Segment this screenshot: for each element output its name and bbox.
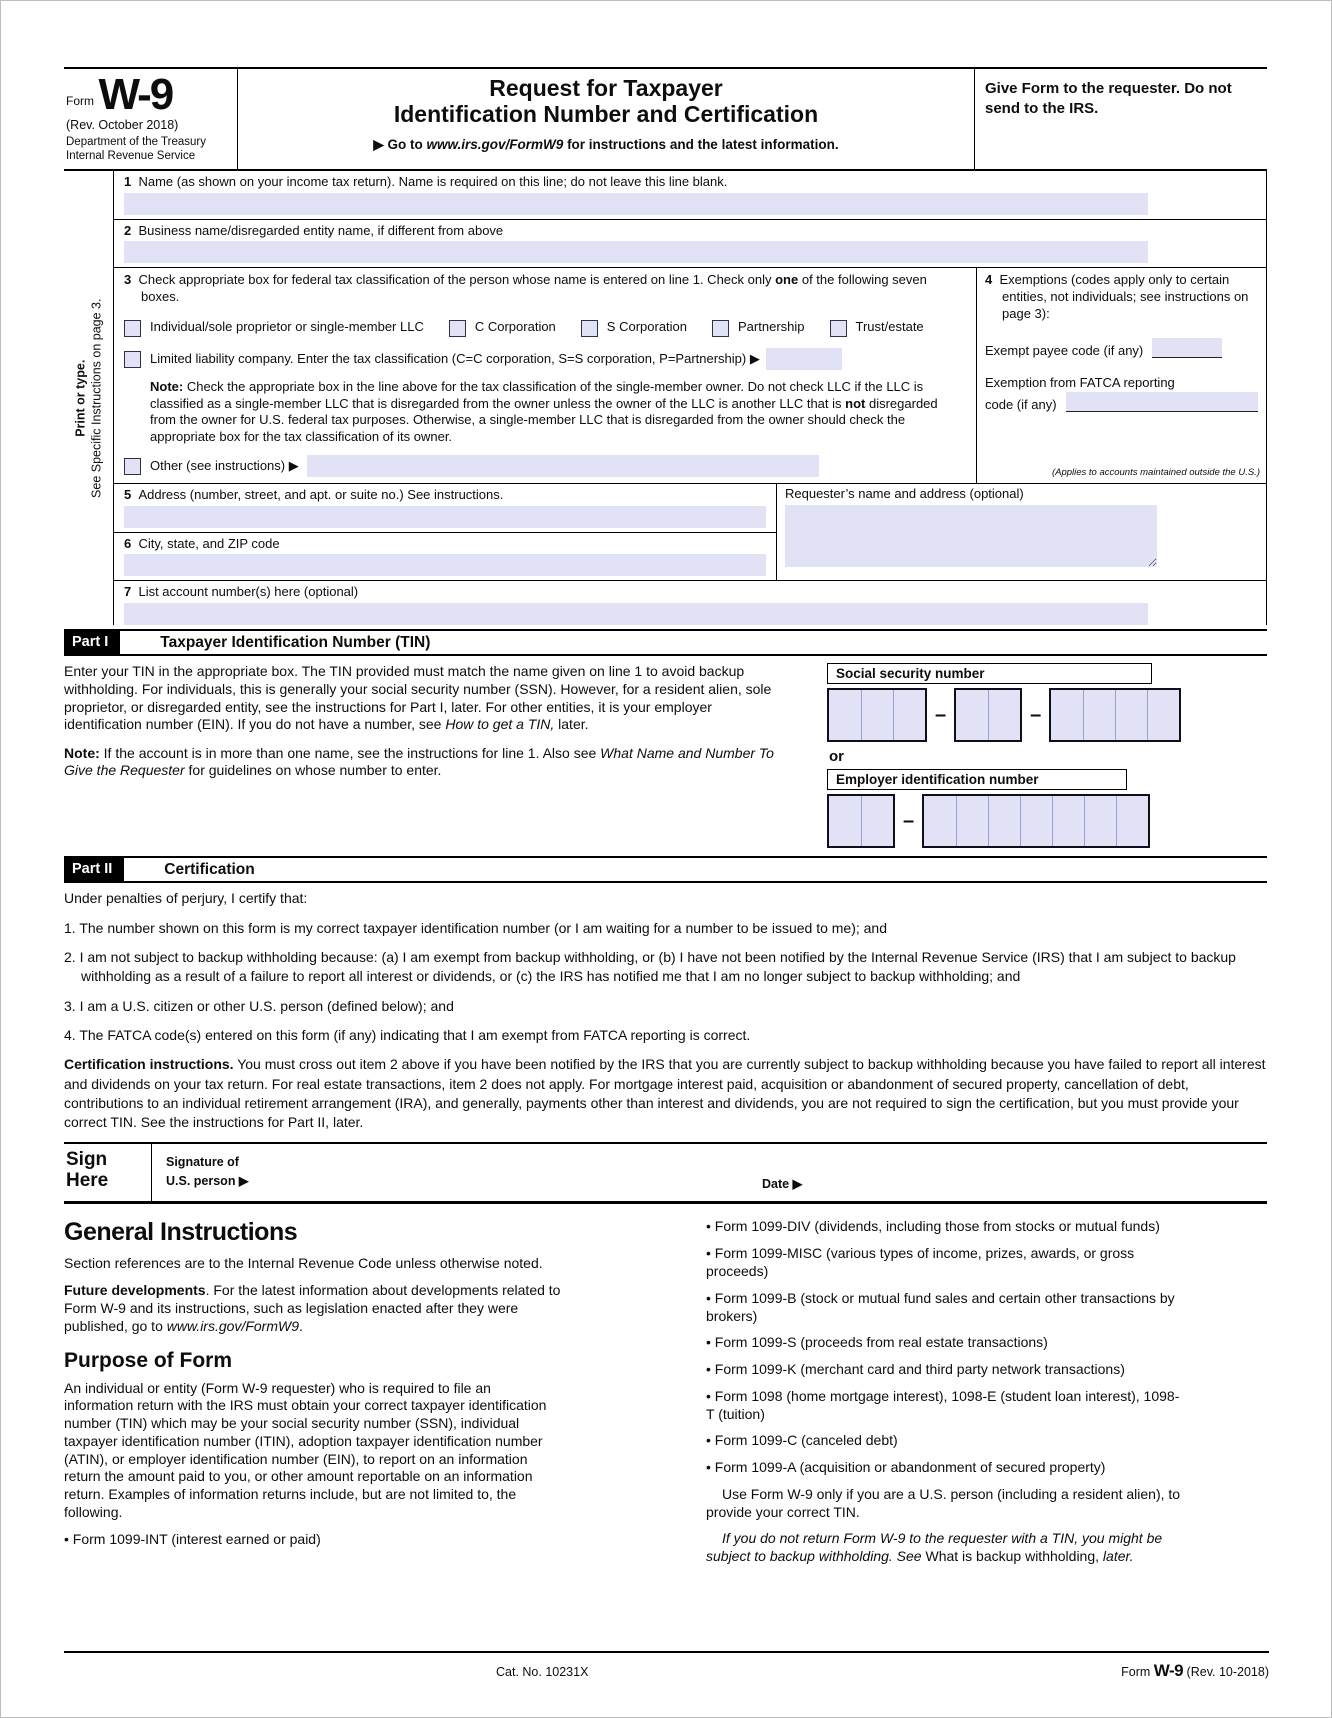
name-input[interactable] bbox=[124, 193, 1148, 215]
here-word: Here bbox=[66, 1170, 109, 1192]
line2-text: Business name/disregarded entity name, if different from above bbox=[138, 222, 504, 238]
line6-label bbox=[114, 533, 776, 553]
ssn-group-2 bbox=[954, 688, 1022, 742]
ssn-digit-box[interactable] bbox=[1083, 690, 1115, 740]
ssn-row bbox=[827, 688, 1267, 742]
tax-class-option bbox=[449, 319, 556, 337]
tax-class-label: C Corporation bbox=[474, 319, 556, 335]
line2-row bbox=[114, 220, 1266, 269]
ein-group-1 bbox=[827, 794, 895, 848]
line5-row bbox=[114, 484, 776, 533]
llc-note-lead: Note: bbox=[150, 379, 184, 395]
line3-line4-row bbox=[114, 268, 1266, 483]
part1-note-pre: If the account is in more than one name, see the instructions for line 1. Also see bbox=[99, 744, 601, 761]
line1-label bbox=[114, 171, 1266, 191]
department: Department of the Treasury bbox=[66, 135, 206, 148]
ein-digit-box[interactable] bbox=[861, 796, 893, 846]
line2-number: 2 bbox=[124, 222, 132, 238]
part1-text bbox=[64, 663, 774, 848]
line3-text-bold: one bbox=[775, 272, 799, 288]
form-number-line bbox=[66, 70, 231, 119]
form-header bbox=[64, 67, 1267, 171]
certification-item: 2. I am not subject to backup withholding because: (a) I am exempt from backup withholding, or (b) I have not been notified by the Internal Revenue Service (IRS) that I am subject to backup withholding as a result of a failure to report all interest or dividends, or (c) the IRS has notified me that I am no longer subject to backup withholding; and bbox=[64, 948, 1236, 985]
line1-row bbox=[114, 171, 1266, 220]
backup-withholding-note bbox=[706, 1530, 1181, 1566]
ein-digit-box[interactable] bbox=[956, 796, 988, 846]
part1-bar bbox=[64, 629, 1267, 656]
tax-class-checkbox[interactable] bbox=[712, 320, 729, 337]
line4-cell bbox=[977, 268, 1266, 482]
fatca-label-line1: Exemption from FATCA reporting bbox=[985, 375, 1175, 391]
ein-digit-box[interactable] bbox=[988, 796, 1020, 846]
part2-title: Certification bbox=[164, 861, 255, 879]
other-label: Other (see instructions) ▶ bbox=[150, 457, 299, 473]
ssn-digit-box[interactable] bbox=[893, 690, 925, 740]
ssn-digit-box[interactable] bbox=[1051, 690, 1083, 740]
llc-note-p2: disregarded from the owner for U.S. federal tax purposes. Otherwise, a single-member LLC that is disregarded from the owner should check the appropriate box for the tax classification of its owner. bbox=[150, 395, 938, 445]
part1-note-post: for guidelines on whose number to enter. bbox=[184, 762, 442, 779]
llc-note-bold: not bbox=[845, 395, 866, 411]
requester-label: Requester’s name and address (optional) bbox=[785, 485, 1024, 501]
form-title-line2: Identification Number and Certification bbox=[393, 100, 819, 127]
tax-class-checkbox[interactable] bbox=[830, 320, 847, 337]
side-note-strip bbox=[64, 171, 113, 626]
or-label: or bbox=[829, 748, 844, 766]
part1-note-italic: What Name and Number To Give the Requester bbox=[64, 744, 774, 779]
tax-class-option bbox=[124, 319, 424, 337]
part1-chip: Part I bbox=[64, 631, 120, 654]
part1-body bbox=[64, 656, 1267, 856]
tax-class-option bbox=[581, 319, 687, 337]
footer-revision: (Rev. 10-2018) bbox=[1183, 1665, 1269, 1679]
general-instructions-heading: General Instructions bbox=[64, 1218, 298, 1247]
ssn-label-box: Social security number bbox=[827, 663, 1152, 684]
form-bullet: • Form 1099-A (acquisition or abandonment of secured property) bbox=[706, 1459, 1106, 1476]
line3-text-post: of the following seven boxes. bbox=[141, 272, 927, 305]
tax-class-label: Trust/estate bbox=[855, 319, 924, 335]
line5-text: Address (number, street, and apt. or suite no.) See instructions. bbox=[138, 486, 504, 502]
line4-text: Exemptions (codes apply only to certain entities, not individuals; see instructions on page 3): bbox=[999, 272, 1249, 322]
business-name-input[interactable] bbox=[124, 241, 1148, 263]
line2-label bbox=[114, 220, 1266, 240]
address-cells bbox=[114, 484, 777, 581]
future-developments-url: www.irs.gov/FormW9 bbox=[166, 1317, 299, 1334]
exempt-payee-input[interactable] bbox=[1152, 338, 1222, 358]
part1-p1-pre: Enter your TIN in the appropriate box. The TIN provided must match the name given on line 1 to avoid backup withholding. For individuals, this is generally your social security number (SSN). However, for a resident alien, sole proprietor, or disregarded entity, see the instructions for Part I, later. For other entities, it is your employer identification number (EIN). If you do not have a number, see bbox=[64, 663, 772, 733]
address-input[interactable] bbox=[124, 506, 766, 528]
form-bullet: • Form 1099-INT (interest earned or paid) bbox=[64, 1530, 321, 1547]
tax-class-checkbox[interactable] bbox=[449, 320, 466, 337]
fatca-code-input[interactable] bbox=[1066, 392, 1258, 412]
side-note-rest: See Specific Instructions on page 3. bbox=[89, 298, 104, 498]
ssn-digit-box[interactable] bbox=[1147, 690, 1179, 740]
ssn-digit-box[interactable] bbox=[1115, 690, 1147, 740]
department-line bbox=[66, 135, 231, 163]
ein-digit-box[interactable] bbox=[1020, 796, 1052, 846]
part1-note bbox=[64, 745, 774, 780]
line7-row bbox=[114, 581, 1266, 625]
future-developments-post: . bbox=[298, 1317, 303, 1334]
gi-left-bullets bbox=[64, 1531, 564, 1549]
line7-label bbox=[114, 581, 1266, 601]
signature-label-line2: U.S. person ▶ bbox=[166, 1174, 249, 1189]
llc-checkbox[interactable] bbox=[124, 351, 141, 368]
form-revision: (Rev. October 2018) bbox=[66, 117, 179, 132]
ssn-dash: – bbox=[935, 703, 947, 726]
ssn-dash: – bbox=[1030, 703, 1042, 726]
form-title-block bbox=[238, 69, 974, 169]
goto-line bbox=[246, 137, 966, 153]
gi-right-column bbox=[706, 1218, 1181, 1574]
certification-instructions bbox=[64, 1055, 1267, 1132]
part1-p1-italic: How to get a TIN, bbox=[445, 716, 555, 733]
goto-pre: ▶ Go to bbox=[373, 136, 427, 152]
date-label: Date ▶ bbox=[762, 1177, 803, 1192]
gi-p1: Section references are to the Internal Revenue Code unless otherwise noted. bbox=[64, 1255, 543, 1272]
footer-form-id bbox=[1121, 1661, 1269, 1681]
backup-note-roman: What is backup withholding, bbox=[925, 1548, 1100, 1565]
tax-class-option bbox=[830, 319, 924, 337]
certification-instructions-lead: Certification instructions. bbox=[64, 1056, 234, 1073]
footer-form-number: W-9 bbox=[1153, 1661, 1184, 1680]
ssn-digit-box[interactable] bbox=[988, 690, 1020, 740]
form-bullet: • Form 1099-MISC (various types of income, prizes, awards, or gross proceeds) bbox=[706, 1245, 1135, 1280]
line6-text: City, state, and ZIP code bbox=[138, 535, 280, 551]
part1-note-lead: Note: bbox=[64, 744, 100, 761]
sign-here-label bbox=[64, 1144, 152, 1201]
part2-body bbox=[64, 883, 1267, 1132]
purpose-of-form-heading: Purpose of Form bbox=[64, 1348, 233, 1372]
ein-group-2 bbox=[922, 794, 1150, 848]
part1-title: Taxpayer Identification Number (TIN) bbox=[160, 634, 431, 652]
applies-note: (Applies to accounts maintained outside the U.S.) bbox=[1051, 466, 1260, 478]
fatca-label-line2: code (if any) bbox=[985, 397, 1057, 413]
ein-row bbox=[827, 794, 1267, 848]
other-input[interactable] bbox=[307, 455, 819, 477]
ssn-digit-box[interactable] bbox=[829, 690, 861, 740]
line5-line6-row bbox=[114, 484, 1266, 582]
part1-p1-post: later. bbox=[554, 716, 589, 733]
ssn-group-3 bbox=[1049, 688, 1181, 742]
certification-item: 1. The number shown on this form is my correct taxpayer identification number (or I am waiting for a number to be issued to me); and bbox=[64, 919, 888, 936]
future-developments-lead: Future developments bbox=[64, 1282, 206, 1299]
line5-label bbox=[114, 484, 776, 504]
general-instructions bbox=[64, 1204, 1267, 1574]
account-numbers-input[interactable] bbox=[124, 603, 1148, 625]
goto-post: for instructions and the latest information. bbox=[563, 136, 839, 152]
gi-left-column bbox=[64, 1218, 564, 1574]
give-form-note: Give Form to the requester. Do not send to the IRS. bbox=[974, 69, 1267, 169]
ein-digit-box[interactable] bbox=[1116, 796, 1148, 846]
llc-classification-input[interactable] bbox=[766, 348, 842, 370]
sign-section bbox=[64, 1142, 1267, 1204]
ein-digit-box[interactable] bbox=[1084, 796, 1116, 846]
line6-row bbox=[114, 533, 776, 577]
other-checkbox[interactable] bbox=[124, 458, 141, 475]
part2-section bbox=[64, 856, 1267, 1132]
line3-number: 3 bbox=[124, 272, 132, 288]
llc-note-p1: Check the appropriate box in the line above for the tax classification of the single-member owner. Do not check LLC if the LLC is classified as a single-member LLC that is disregarded from the owner unless the owner of the LLC is another LLC that is bbox=[150, 379, 924, 411]
form-bullet: • Form 1099-K (merchant card and third party network transactions) bbox=[706, 1361, 1125, 1378]
line6-number: 6 bbox=[124, 535, 132, 551]
line3-cell bbox=[114, 268, 977, 482]
certification-items bbox=[64, 919, 1267, 1046]
gi-right-bullets bbox=[706, 1218, 1181, 1476]
ein-digit-box[interactable] bbox=[829, 796, 861, 846]
requester-cell bbox=[777, 484, 1266, 581]
other-row bbox=[124, 455, 966, 477]
line3-label bbox=[124, 272, 966, 306]
line4-number: 4 bbox=[985, 272, 993, 288]
line5-number: 5 bbox=[124, 486, 132, 502]
fatca-line2 bbox=[985, 392, 1258, 412]
city-state-zip-input[interactable] bbox=[124, 554, 766, 576]
tax-class-option bbox=[712, 319, 804, 337]
ein-dash: – bbox=[903, 809, 915, 832]
ssn-group-1 bbox=[827, 688, 927, 742]
part2-chip: Part II bbox=[64, 858, 124, 881]
ein-digit-box[interactable] bbox=[1052, 796, 1084, 846]
sign-word: Sign bbox=[66, 1149, 108, 1171]
tax-class-label: Individual/sole proprietor or single-member LLC bbox=[150, 319, 424, 335]
certification-item: 3. I am a U.S. citizen or other U.S. person (defined below); and bbox=[64, 997, 454, 1014]
service: Internal Revenue Service bbox=[66, 149, 196, 162]
form-id-block bbox=[64, 69, 238, 169]
part2-bar bbox=[64, 856, 1267, 883]
identification-table-wrap bbox=[73, 171, 1267, 626]
form-bullet: • Form 1099-DIV (dividends, including those from stocks or mutual funds) bbox=[706, 1218, 1160, 1235]
form-word: Form bbox=[66, 94, 94, 108]
side-note-bold: Print or type. bbox=[73, 359, 88, 437]
catalog-number: Cat. No. 10231X bbox=[496, 1665, 589, 1679]
certification-item: 4. The FATCA code(s) entered on this form (if any) indicating that I am exempt from FATCA reporting is correct. bbox=[64, 1026, 751, 1043]
llc-note bbox=[150, 379, 966, 446]
backup-note-post: later. bbox=[1099, 1548, 1134, 1565]
purpose-paragraph: An individual or entity (Form W-9 requester) who is required to file an information return with the IRS must obtain your correct taxpayer identification number (TIN) which may be your social security number (SSN), individual taxpayer identification number (ITIN), adoption taxpayer identification number (ATIN), or employer identification number (EIN), to report on an information return the amount paid to you, or other amount reportable on an information return. Examples of information returns include, but are not limited to, the following. bbox=[64, 1379, 547, 1520]
certification-instructions-text: You must cross out item 2 above if you have been notified by the IRS that you are currently subject to backup withholding because you have failed to report all interest and dividends on your tax return. For real estate transactions, item 2 does not apply. For mortgage interest paid, acquisition or abandonment of secured property, cancellation of debt, contributions to an individual retirement arrangement (IRA), and generally, payments other than interest and dividends, you are not required to sign the certification, but you must provide your correct TIN. See the instructions for Part II, later. bbox=[64, 1056, 1266, 1131]
tax-class-checkbox[interactable] bbox=[124, 320, 141, 337]
signature-area[interactable] bbox=[152, 1144, 1267, 1201]
footer-form-word: Form bbox=[1121, 1665, 1154, 1679]
requester-input[interactable] bbox=[785, 505, 1157, 567]
ssn-digit-box[interactable] bbox=[956, 690, 988, 740]
form-bullet: • Form 1099-C (canceled debt) bbox=[706, 1432, 898, 1449]
form-bullet: • Form 1099-B (stock or mutual fund sales and certain other transactions by brokers) bbox=[706, 1289, 1175, 1324]
certify-intro: Under penalties of perjury, I certify that: bbox=[64, 890, 308, 907]
line3-text-pre: Check appropriate box for federal tax classification of the person whose name is entered on line 1. Check only bbox=[138, 272, 776, 288]
irs-url: www.irs.gov/FormW9 bbox=[426, 136, 564, 152]
exempt-payee-label: Exempt payee code (if any) bbox=[985, 343, 1144, 359]
line1-number: 1 bbox=[124, 173, 132, 189]
form-bullet: • Form 1098 (home mortgage interest), 1098-E (student loan interest), 1098-T (tuition) bbox=[706, 1387, 1180, 1422]
page-footer bbox=[64, 1651, 1269, 1717]
backup-note-pre: If you do not return Form W-9 to the requester with a TIN, you might be subject to backup withholding. See bbox=[706, 1530, 1163, 1565]
part1-paragraph bbox=[64, 663, 774, 734]
ssn-digit-box[interactable] bbox=[861, 690, 893, 740]
line7-number: 7 bbox=[124, 584, 132, 600]
form-bullet: • Form 1099-S (proceeds from real estate transactions) bbox=[706, 1334, 1048, 1351]
tax-class-checkbox[interactable] bbox=[581, 320, 598, 337]
exempt-payee-line bbox=[985, 338, 1258, 358]
tax-class-label: S Corporation bbox=[606, 319, 688, 335]
signature-label-line1: Signature of bbox=[166, 1155, 239, 1170]
future-developments-pre: . For the latest information about developments related to Form W-9 and its instructions, such as legislation enacted after they were published, go to bbox=[64, 1282, 561, 1334]
tin-boxes bbox=[827, 663, 1267, 848]
tax-class-label: Partnership bbox=[738, 319, 805, 335]
classification-checkboxes bbox=[124, 319, 966, 337]
identification-table bbox=[113, 171, 1267, 626]
gi-future-developments bbox=[64, 1282, 564, 1335]
llc-label: Limited liability company. Enter the tax classification (C=C corporation, S=S corporation, P=Partnership) ▶ bbox=[150, 351, 760, 367]
part1-section bbox=[64, 629, 1267, 856]
line7-text: List account number(s) here (optional) bbox=[138, 584, 359, 600]
form-title-line1: Request for Taxpayer bbox=[489, 75, 723, 101]
side-note bbox=[72, 298, 105, 497]
line1-text: Name (as shown on your income tax return). Name is required on this line; do not leave this line blank. bbox=[138, 173, 728, 189]
form-number: W-9 bbox=[98, 70, 173, 119]
line4-label bbox=[985, 272, 1258, 323]
ein-digit-box[interactable] bbox=[924, 796, 956, 846]
use-form-paragraph: Use Form W-9 only if you are a U.S. person (including a resident alien), to provide your correct TIN. bbox=[706, 1485, 1181, 1520]
llc-row bbox=[124, 348, 966, 370]
ein-label-box: Employer identification number bbox=[827, 769, 1127, 790]
